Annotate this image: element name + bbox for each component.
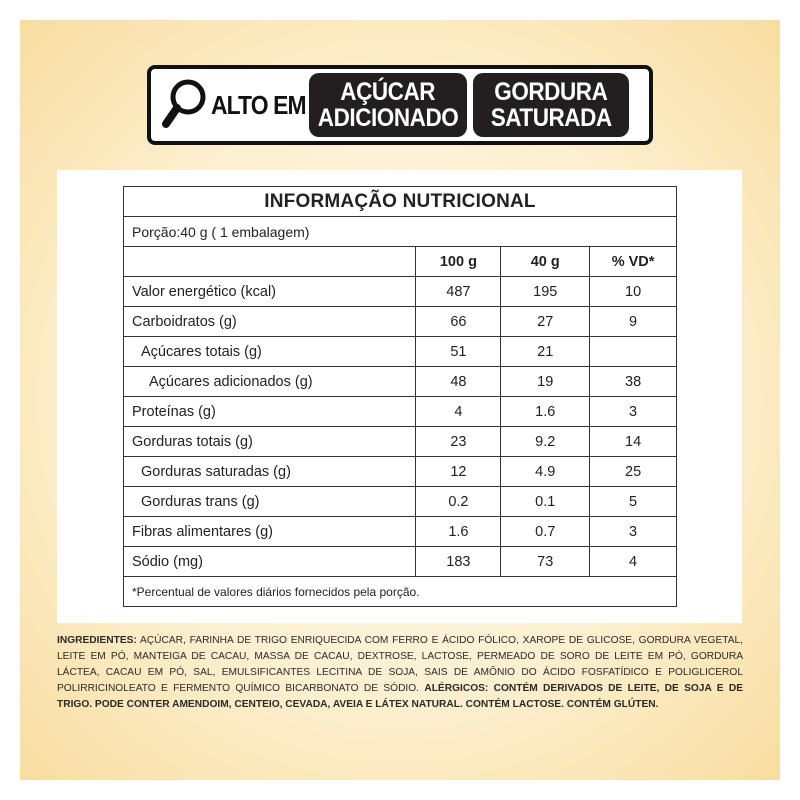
magnifier-icon	[161, 75, 209, 135]
row-vd: 14	[590, 427, 677, 457]
ingredients-label: INGREDIENTES:	[57, 635, 137, 646]
row-label: Gorduras totais (g)	[124, 427, 416, 457]
table-row	[124, 517, 677, 547]
row-100g: 23	[416, 427, 501, 457]
row-vd: 5	[590, 487, 677, 517]
row-100g: 0.2	[416, 487, 501, 517]
header-blank	[124, 247, 416, 277]
table-row	[124, 277, 677, 307]
acucar-line1: AÇÚCAR	[340, 78, 436, 106]
row-100g: 4	[416, 397, 501, 427]
row-vd: 3	[590, 517, 677, 547]
row-label: Açúcares adicionados (g)	[124, 367, 416, 397]
row-label: Valor energético (kcal)	[124, 277, 416, 307]
row-label: Proteínas (g)	[124, 397, 416, 427]
table-row	[124, 427, 677, 457]
row-vd: 9	[590, 307, 677, 337]
row-100g: 66	[416, 307, 501, 337]
ingredients-text: AÇÚCAR, FARINHA DE TRIGO ENRIQUECIDA COM FERRO E ÁCIDO FÓLICO, XAROPE DE GLICOSE, GORDURA VEGETAL, LEITE EM PÓ, MANTEIGA DE CACAU, MASSA DE CACAU, DEXTROSE, LACTOSE, PERMEADO DE SORO DE LEITE EM PÓ, GORDURA LÁCTEA, CACAU EM PÓ, SAL, EMULSIFICANTES LECITINA DE SOJA, SAIS DE AMÔNIO DO ÁCIDO FOSFATÍDICO E POLIGLICEROL POLIRRICINOLEATO E FERMENTO QUÍMICO BICARBONATO DE SÓDIO.	[57, 635, 743, 694]
gordura-line1: GORDURA	[494, 78, 608, 106]
table-row	[124, 307, 677, 337]
table-row	[124, 367, 677, 397]
row-40g: 195	[501, 277, 590, 307]
front-warning-label	[147, 65, 653, 145]
row-vd: 10	[590, 277, 677, 307]
row-100g: 12	[416, 457, 501, 487]
table-row	[124, 337, 677, 367]
row-40g: 21	[501, 337, 590, 367]
nutrition-panel	[57, 170, 742, 623]
header-vd: % VD*	[590, 247, 677, 277]
row-vd: 3	[590, 397, 677, 427]
ingredients-block	[57, 633, 743, 713]
table-row	[124, 397, 677, 427]
row-40g: 0.1	[501, 487, 590, 517]
row-label: Gorduras saturadas (g)	[124, 457, 416, 487]
row-40g: 9.2	[501, 427, 590, 457]
portion-text: Porção:40 g ( 1 embalagem)	[124, 217, 677, 247]
row-vd: 38	[590, 367, 677, 397]
acucar-adicionado-badge	[309, 73, 467, 137]
row-label: Gorduras trans (g)	[124, 487, 416, 517]
row-40g: 1.6	[501, 397, 590, 427]
row-100g: 183	[416, 547, 501, 577]
row-100g: 51	[416, 337, 501, 367]
row-vd	[590, 337, 677, 367]
row-40g: 27	[501, 307, 590, 337]
header-100g: 100 g	[416, 247, 501, 277]
row-vd: 4	[590, 547, 677, 577]
row-label: Açúcares totais (g)	[124, 337, 416, 367]
row-40g: 4.9	[501, 457, 590, 487]
table-title: INFORMAÇÃO NUTRICIONAL	[124, 187, 677, 217]
row-100g: 48	[416, 367, 501, 397]
row-100g: 487	[416, 277, 501, 307]
row-label: Carboidratos (g)	[124, 307, 416, 337]
table-footnote: *Percentual de valores diários fornecidos pela porção.	[124, 577, 677, 607]
table-row	[124, 547, 677, 577]
row-100g: 1.6	[416, 517, 501, 547]
table-row	[124, 457, 677, 487]
header-40g: 40 g	[501, 247, 590, 277]
row-40g: 19	[501, 367, 590, 397]
acucar-line2: ADICIONADO	[317, 104, 459, 132]
allergens-text: ALÉRGICOS: CONTÉM DERIVADOS DE LEITE, DE SOJA E DE TRIGO. PODE CONTER AMENDOIM, CENTEIO, CEVADA, AVEIA E LÁTEX NATURAL. CONTÉM LACTOSE. CONTÉM GLÚTEN.	[57, 683, 743, 710]
row-vd: 25	[590, 457, 677, 487]
row-label: Fibras alimentares (g)	[124, 517, 416, 547]
table-row	[124, 487, 677, 517]
alto-em-text: ALTO EM	[211, 89, 306, 120]
row-40g: 0.7	[501, 517, 590, 547]
gordura-line2: SATURADA	[490, 104, 612, 132]
gordura-saturada-badge	[473, 73, 629, 137]
row-label: Sódio (mg)	[124, 547, 416, 577]
nutrition-table	[123, 186, 677, 607]
row-40g: 73	[501, 547, 590, 577]
header-row	[124, 247, 677, 277]
